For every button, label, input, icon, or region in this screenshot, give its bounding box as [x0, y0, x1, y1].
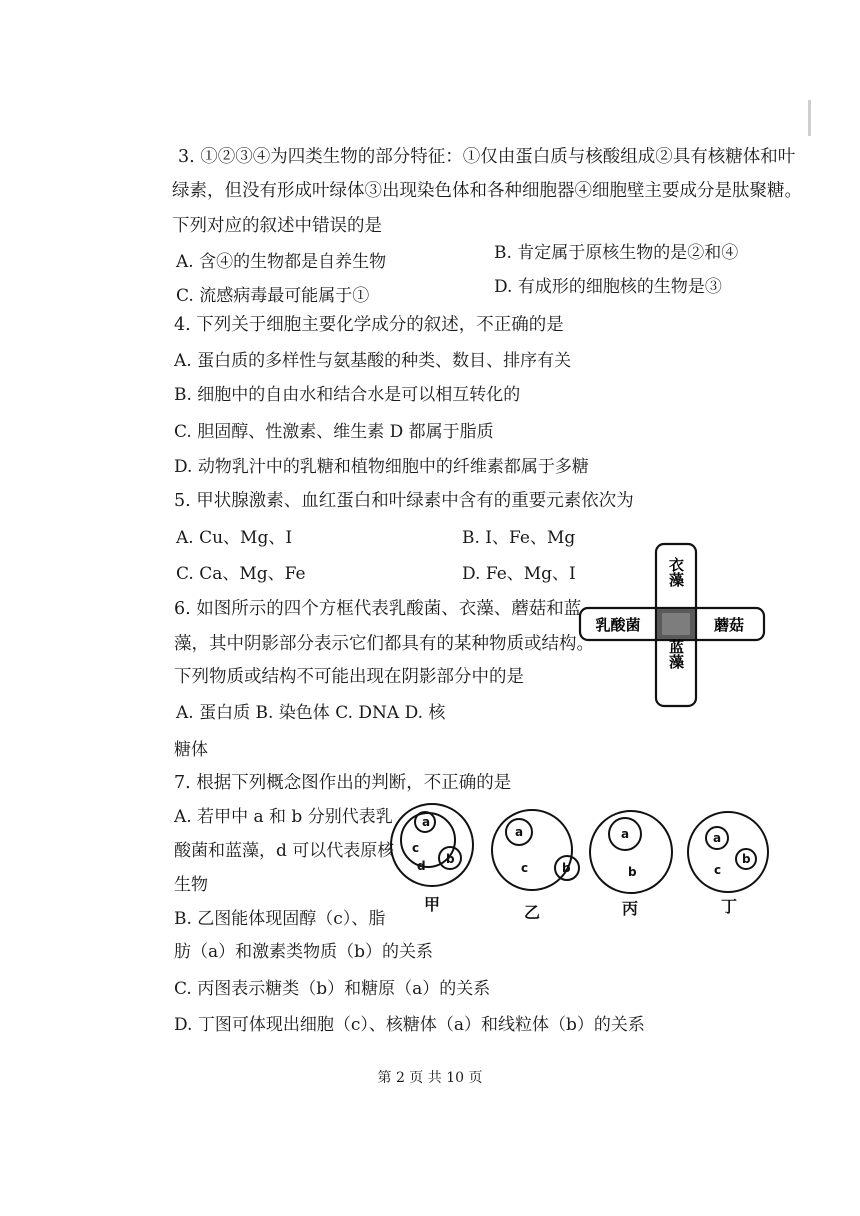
q5-option-b: B. I、Fe、Mg: [462, 528, 576, 548]
q3-option-c: C. 流感病毒最可能属于①: [176, 286, 370, 306]
q3-line1: 3. ①②③④为四类生物的部分特征：①仅由蛋白质与核酸组成②具有核糖体和叶: [178, 147, 796, 167]
q4-option-c: C. 胆固醇、性激素、维生素 D 都属于脂质: [174, 422, 494, 442]
diagram-label-jia: 甲: [424, 895, 441, 914]
q4-stem: 4. 下列关于细胞主要化学成分的叙述，不正确的是: [174, 315, 564, 335]
yi-b: b: [562, 861, 571, 875]
cross-label-top: 衣藻: [667, 557, 685, 587]
q7-stem: 7. 根据下列概念图作出的判断，不正确的是: [174, 773, 512, 793]
jia-a: a: [422, 815, 431, 829]
bing-a: a: [621, 827, 630, 841]
q7-option-b-line1: B. 乙图能体现固醇（c）、脂: [174, 909, 386, 929]
page-footer: 第 2 页 共 10 页: [377, 1070, 483, 1086]
q7-option-a-line3: 生物: [174, 875, 208, 895]
bing-b: b: [628, 865, 637, 879]
jia-d: d: [417, 859, 426, 873]
q5-option-c: C. Ca、Mg、Fe: [176, 564, 306, 584]
q5-stem: 5. 甲状腺激素、血红蛋白和叶绿素中含有的重要元素依次为: [174, 491, 634, 511]
q4-option-a: A. 蛋白质的多样性与氨基酸的种类、数目、排序有关: [174, 351, 572, 371]
diagram-label-yi: 乙: [524, 903, 541, 922]
ding-b: b: [742, 852, 751, 866]
yi-c: c: [521, 861, 529, 875]
q6-line2: 藻，其中阴影部分表示它们都具有的某种物质或结构。: [174, 634, 594, 654]
q7-option-c: C. 丙图表示糖类（b）和糖原（a）的关系: [174, 979, 491, 999]
scan-edge-mark: [808, 100, 811, 136]
cross-label-right: 蘑菇: [713, 616, 745, 634]
q7-concept-diagrams: [390, 798, 780, 926]
q6-cross-diagram: [576, 540, 768, 710]
q6-options: A. 蛋白质 B. 染色体 C. DNA D. 核: [176, 703, 446, 723]
q7-option-d: D. 丁图可体现出细胞（c）、核糖体（a）和线粒体（b）的关系: [174, 1015, 645, 1035]
q4-option-b: B. 细胞中的自由水和结合水是可以相互转化的: [174, 385, 521, 405]
q6-line3: 下列物质或结构不可能出现在阴影部分中的是: [174, 667, 524, 687]
q6-line5: 糖体: [174, 740, 208, 760]
cross-label-left: 乳酸菌: [595, 616, 641, 634]
jia-b: b: [446, 852, 455, 866]
diagram-label-ding: 丁: [721, 897, 738, 916]
q3-option-b: B. 肯定属于原核生物的是②和④: [494, 243, 739, 263]
jia-c: c: [412, 841, 420, 855]
cross-label-bottom: 蓝藻: [667, 639, 685, 669]
ding-c: c: [714, 863, 722, 877]
q3-option-d: D. 有成形的细胞核的生物是③: [494, 277, 722, 297]
q3-line2: 绿素，但没有形成叶绿体③出现染色体和各种细胞器④细胞壁主要成分是肽聚糖。: [172, 181, 802, 201]
q4-option-d: D. 动物乳汁中的乳糖和植物细胞中的纤维素都属于多糖: [174, 457, 589, 477]
q3-option-a: A. 含④的生物都是自养生物: [176, 252, 387, 272]
q5-option-d: D. Fe、Mg、I: [462, 564, 576, 584]
q7-option-a-line2: 酸菌和蓝藻，d 可以代表原核: [174, 841, 395, 861]
q6-line1: 6. 如图所示的四个方框代表乳酸菌、衣藻、蘑菇和蓝: [174, 599, 582, 619]
q5-option-a: A. Cu、Mg、I: [176, 528, 293, 548]
diagram-label-bing: 丙: [622, 899, 639, 918]
q3-line3: 下列对应的叙述中错误的是: [172, 216, 382, 236]
ding-a: a: [713, 831, 722, 845]
yi-a: a: [515, 825, 524, 839]
q7-option-a-line1: A. 若甲中 a 和 b 分别代表乳: [174, 807, 393, 827]
q7-option-b-line2: 肪（a）和激素类物质（b）的关系: [174, 942, 434, 962]
